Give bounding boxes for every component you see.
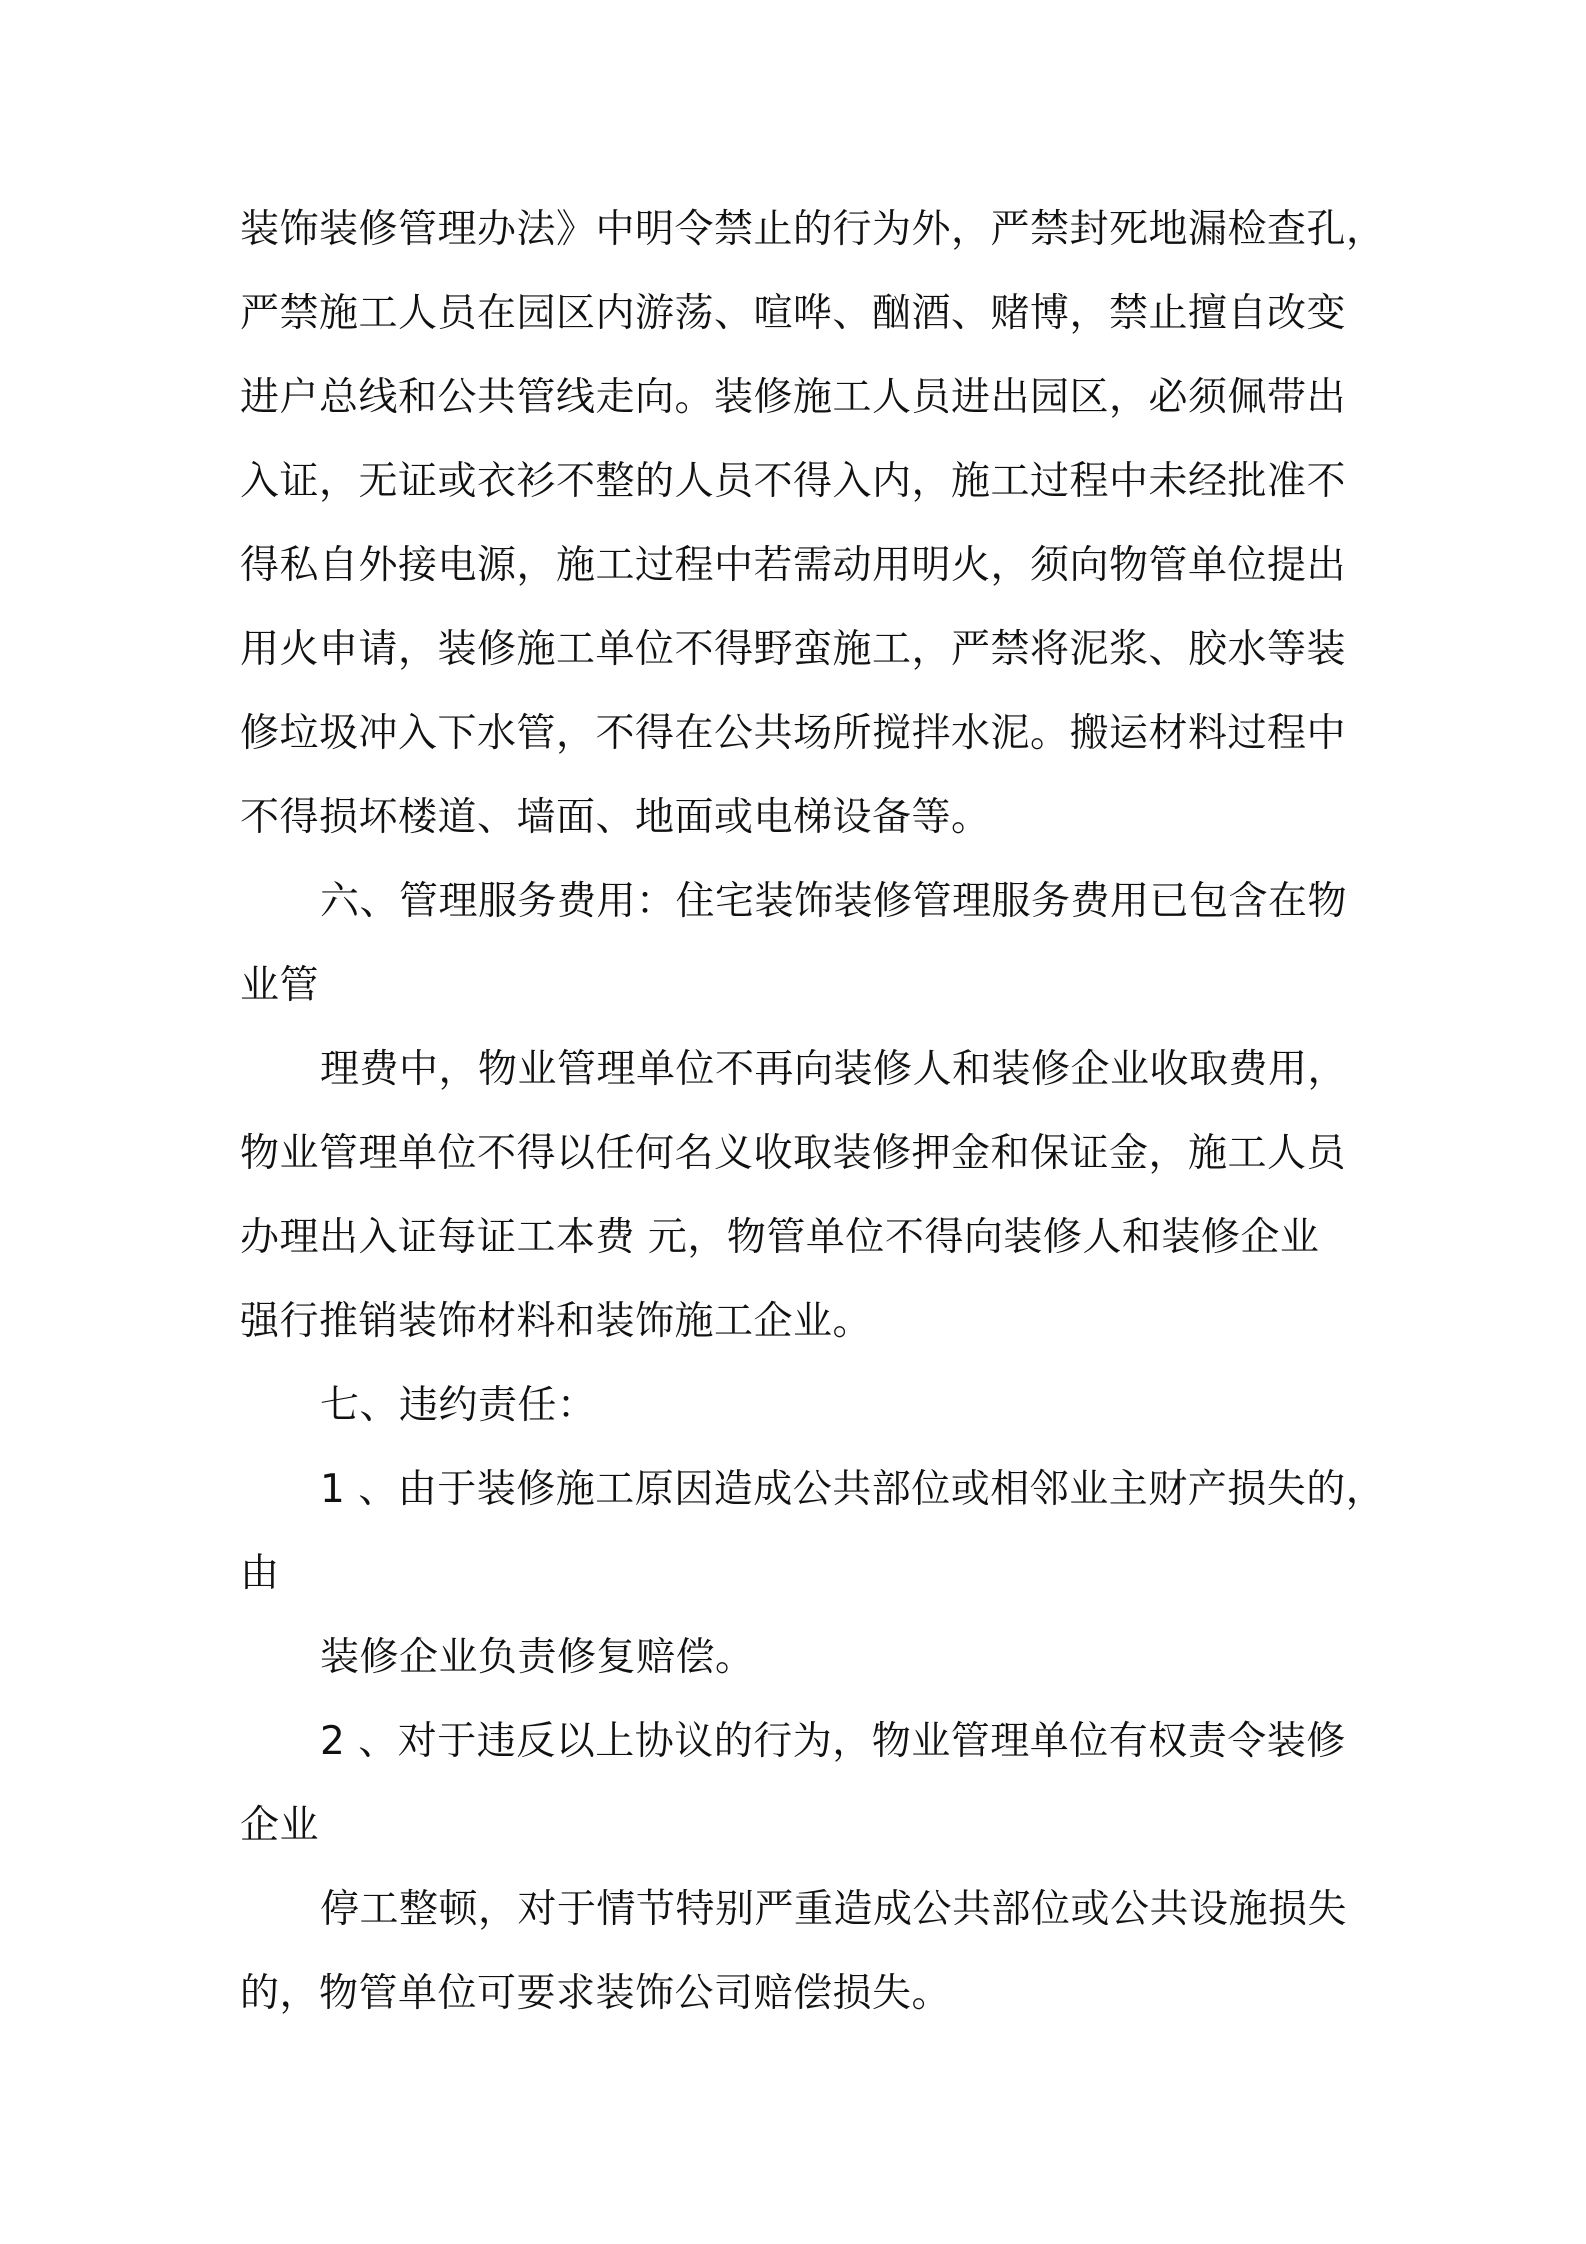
section-heading-liability: 七、违约责任： (320, 1383, 597, 1428)
paragraph-line: 企业 (240, 1803, 320, 1848)
paragraph-line: 物业管理单位不得以任何名义收取装修押金和保证金，施工人员 (240, 1131, 1347, 1176)
paragraph-line: 的，物管单位可要求装饰公司赔偿损失。 (240, 1971, 952, 2016)
paragraph-line: 办理出入证每证工本费 元，物管单位不得向装修人和装修企业 (240, 1215, 1320, 1260)
section-heading-fees: 六、管理服务费用：住宅装饰装修管理服务费用已包含在物 (320, 879, 1348, 924)
paragraph-line: 严禁施工人员在园区内游荡、喧哗、酗酒、赌博，禁止擅自改变 (240, 291, 1347, 336)
paragraph-line: 不得损坏楼道、墙面、地面或电梯设备等。 (240, 795, 991, 840)
paragraph-line: 理费中，物业管理单位不再向装修人和装修企业收取费用， (320, 1047, 1348, 1092)
paragraph-line: 入证，无证或衣衫不整的人员不得入内，施工过程中未经批准不 (240, 459, 1347, 504)
paragraph-line: 由 (240, 1551, 280, 1596)
paragraph-line: 用火申请，装修施工单位不得野蛮施工，严禁将泥浆、胶水等装 (240, 627, 1347, 672)
paragraph-line: 停工整顿，对于情节特别严重造成公共部位或公共设施损失 (320, 1887, 1348, 1932)
paragraph-line: 得私自外接电源，施工过程中若需动用明火，须向物管单位提出 (240, 543, 1347, 588)
paragraph-line: 装饰装修管理办法》中明令禁止的行为外，严禁封死地漏检查孔， (240, 207, 1386, 252)
paragraph-line: 修垃圾冲入下水管，不得在公共场所搅拌水泥。搬运材料过程中 (240, 711, 1347, 756)
list-item-1: 1 、由于装修施工原因造成公共部位或相邻业主财产损失的， (320, 1467, 1386, 1512)
paragraph-line: 强行推销装饰材料和装饰施工企业。 (240, 1299, 873, 1344)
paragraph-line: 业管 (240, 963, 320, 1008)
list-item-2: 2 、对于违反以上协议的行为，物业管理单位有权责令装修 (320, 1719, 1346, 1764)
paragraph-line: 装修企业负责修复赔偿。 (320, 1635, 755, 1680)
paragraph-line: 进户总线和公共管线走向。装修施工人员进出园区，必须佩带出 (240, 375, 1347, 420)
